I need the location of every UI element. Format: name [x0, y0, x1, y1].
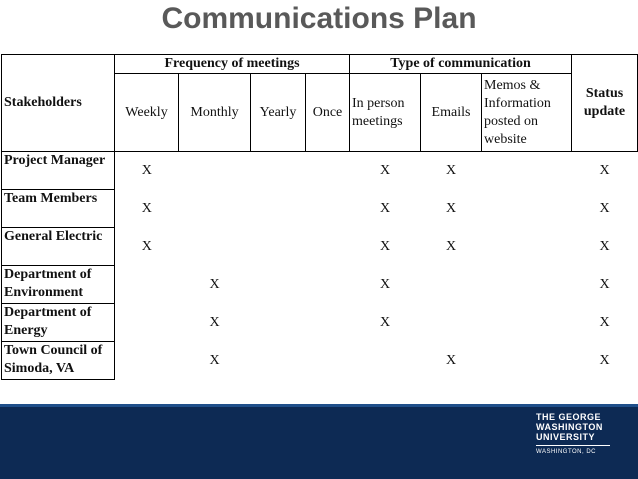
cell-emails: X: [445, 352, 457, 368]
table-header: [2, 55, 638, 152]
logo-line-2: WASHINGTON: [536, 422, 603, 432]
table-row: [2, 342, 638, 380]
monthly-header: Monthly: [179, 74, 251, 152]
cell-monthly: X: [209, 276, 220, 292]
stakeholder-name: Team Members: [2, 190, 115, 228]
cell-monthly: [179, 190, 251, 228]
cell-status: X: [599, 276, 610, 292]
logo-line-3: UNIVERSITY: [536, 432, 596, 442]
cell-emails: [421, 304, 482, 342]
cell-once: [306, 342, 350, 380]
cell-weekly: [115, 342, 179, 380]
cell-weekly: X: [141, 238, 152, 254]
cell-in-person: X: [379, 314, 391, 330]
cell-yearly: [251, 152, 306, 190]
cell-status: X: [599, 238, 610, 254]
cell-status: X: [599, 200, 610, 216]
cell-once: [306, 304, 350, 342]
cell-in-person: [350, 342, 421, 380]
table-row: [2, 152, 638, 190]
cell-memos: [482, 152, 572, 190]
cell-yearly: [251, 190, 306, 228]
cell-emails: X: [445, 200, 457, 216]
slide-title: Communications Plan: [161, 2, 477, 35]
cell-weekly: X: [141, 162, 152, 178]
cell-in-person: X: [379, 162, 391, 178]
university-logo: [536, 412, 616, 455]
cell-status: X: [599, 162, 610, 178]
type-group-header: Type of communication: [350, 55, 572, 74]
cell-status: X: [599, 314, 610, 330]
cell-monthly: X: [209, 314, 220, 330]
yearly-header: Yearly: [251, 74, 306, 152]
stakeholder-name: Project Manager: [2, 152, 115, 190]
cell-once: [306, 190, 350, 228]
cell-emails: [421, 266, 482, 304]
cell-weekly: [115, 304, 179, 342]
table-row: [2, 228, 638, 266]
cell-weekly: [115, 266, 179, 304]
table-body: [2, 152, 638, 380]
table-row: [2, 190, 638, 228]
table-row: [2, 304, 638, 342]
stakeholder-name: Department of Energy: [2, 304, 115, 342]
cell-in-person: X: [379, 238, 391, 254]
logo-rule: [536, 445, 610, 446]
weekly-header: Weekly: [115, 74, 179, 152]
stakeholder-name: Department of Environment: [2, 266, 115, 304]
footer-stripe: [0, 404, 638, 407]
cell-yearly: [251, 342, 306, 380]
status-update-header: Status update: [572, 55, 638, 152]
cell-monthly: X: [209, 352, 220, 368]
stakeholder-name: Town Council of Simoda, VA: [2, 342, 115, 380]
once-header: Once: [306, 74, 350, 152]
cell-emails: X: [445, 238, 457, 254]
cell-memos: [482, 190, 572, 228]
communications-plan-table: [1, 54, 638, 380]
cell-yearly: [251, 228, 306, 266]
cell-yearly: [251, 266, 306, 304]
stakeholders-header: Stakeholders: [2, 55, 115, 152]
table-row: [2, 266, 638, 304]
in-person-meetings-header: In person meetings: [350, 74, 421, 152]
cell-once: [306, 152, 350, 190]
logo-line-1: THE GEORGE: [536, 412, 602, 422]
cell-monthly: [179, 228, 251, 266]
cell-once: [306, 266, 350, 304]
emails-header: Emails: [421, 74, 482, 152]
cell-memos: [482, 304, 572, 342]
cell-in-person: X: [379, 276, 391, 292]
logo-line-4: WASHINGTON, DC: [536, 449, 597, 455]
cell-memos: [482, 228, 572, 266]
frequency-group-header: Frequency of meetings: [115, 55, 350, 74]
memos-header: Memos & Information posted on website: [482, 74, 572, 152]
footer-band: [0, 404, 638, 479]
stakeholder-name: General Electric: [2, 228, 115, 266]
cell-memos: [482, 342, 572, 380]
cell-emails: X: [445, 162, 457, 178]
cell-once: [306, 228, 350, 266]
cell-weekly: X: [141, 200, 152, 216]
cell-in-person: X: [379, 200, 391, 216]
cell-monthly: [179, 152, 251, 190]
cell-yearly: [251, 304, 306, 342]
cell-memos: [482, 266, 572, 304]
cell-status: X: [599, 352, 610, 368]
